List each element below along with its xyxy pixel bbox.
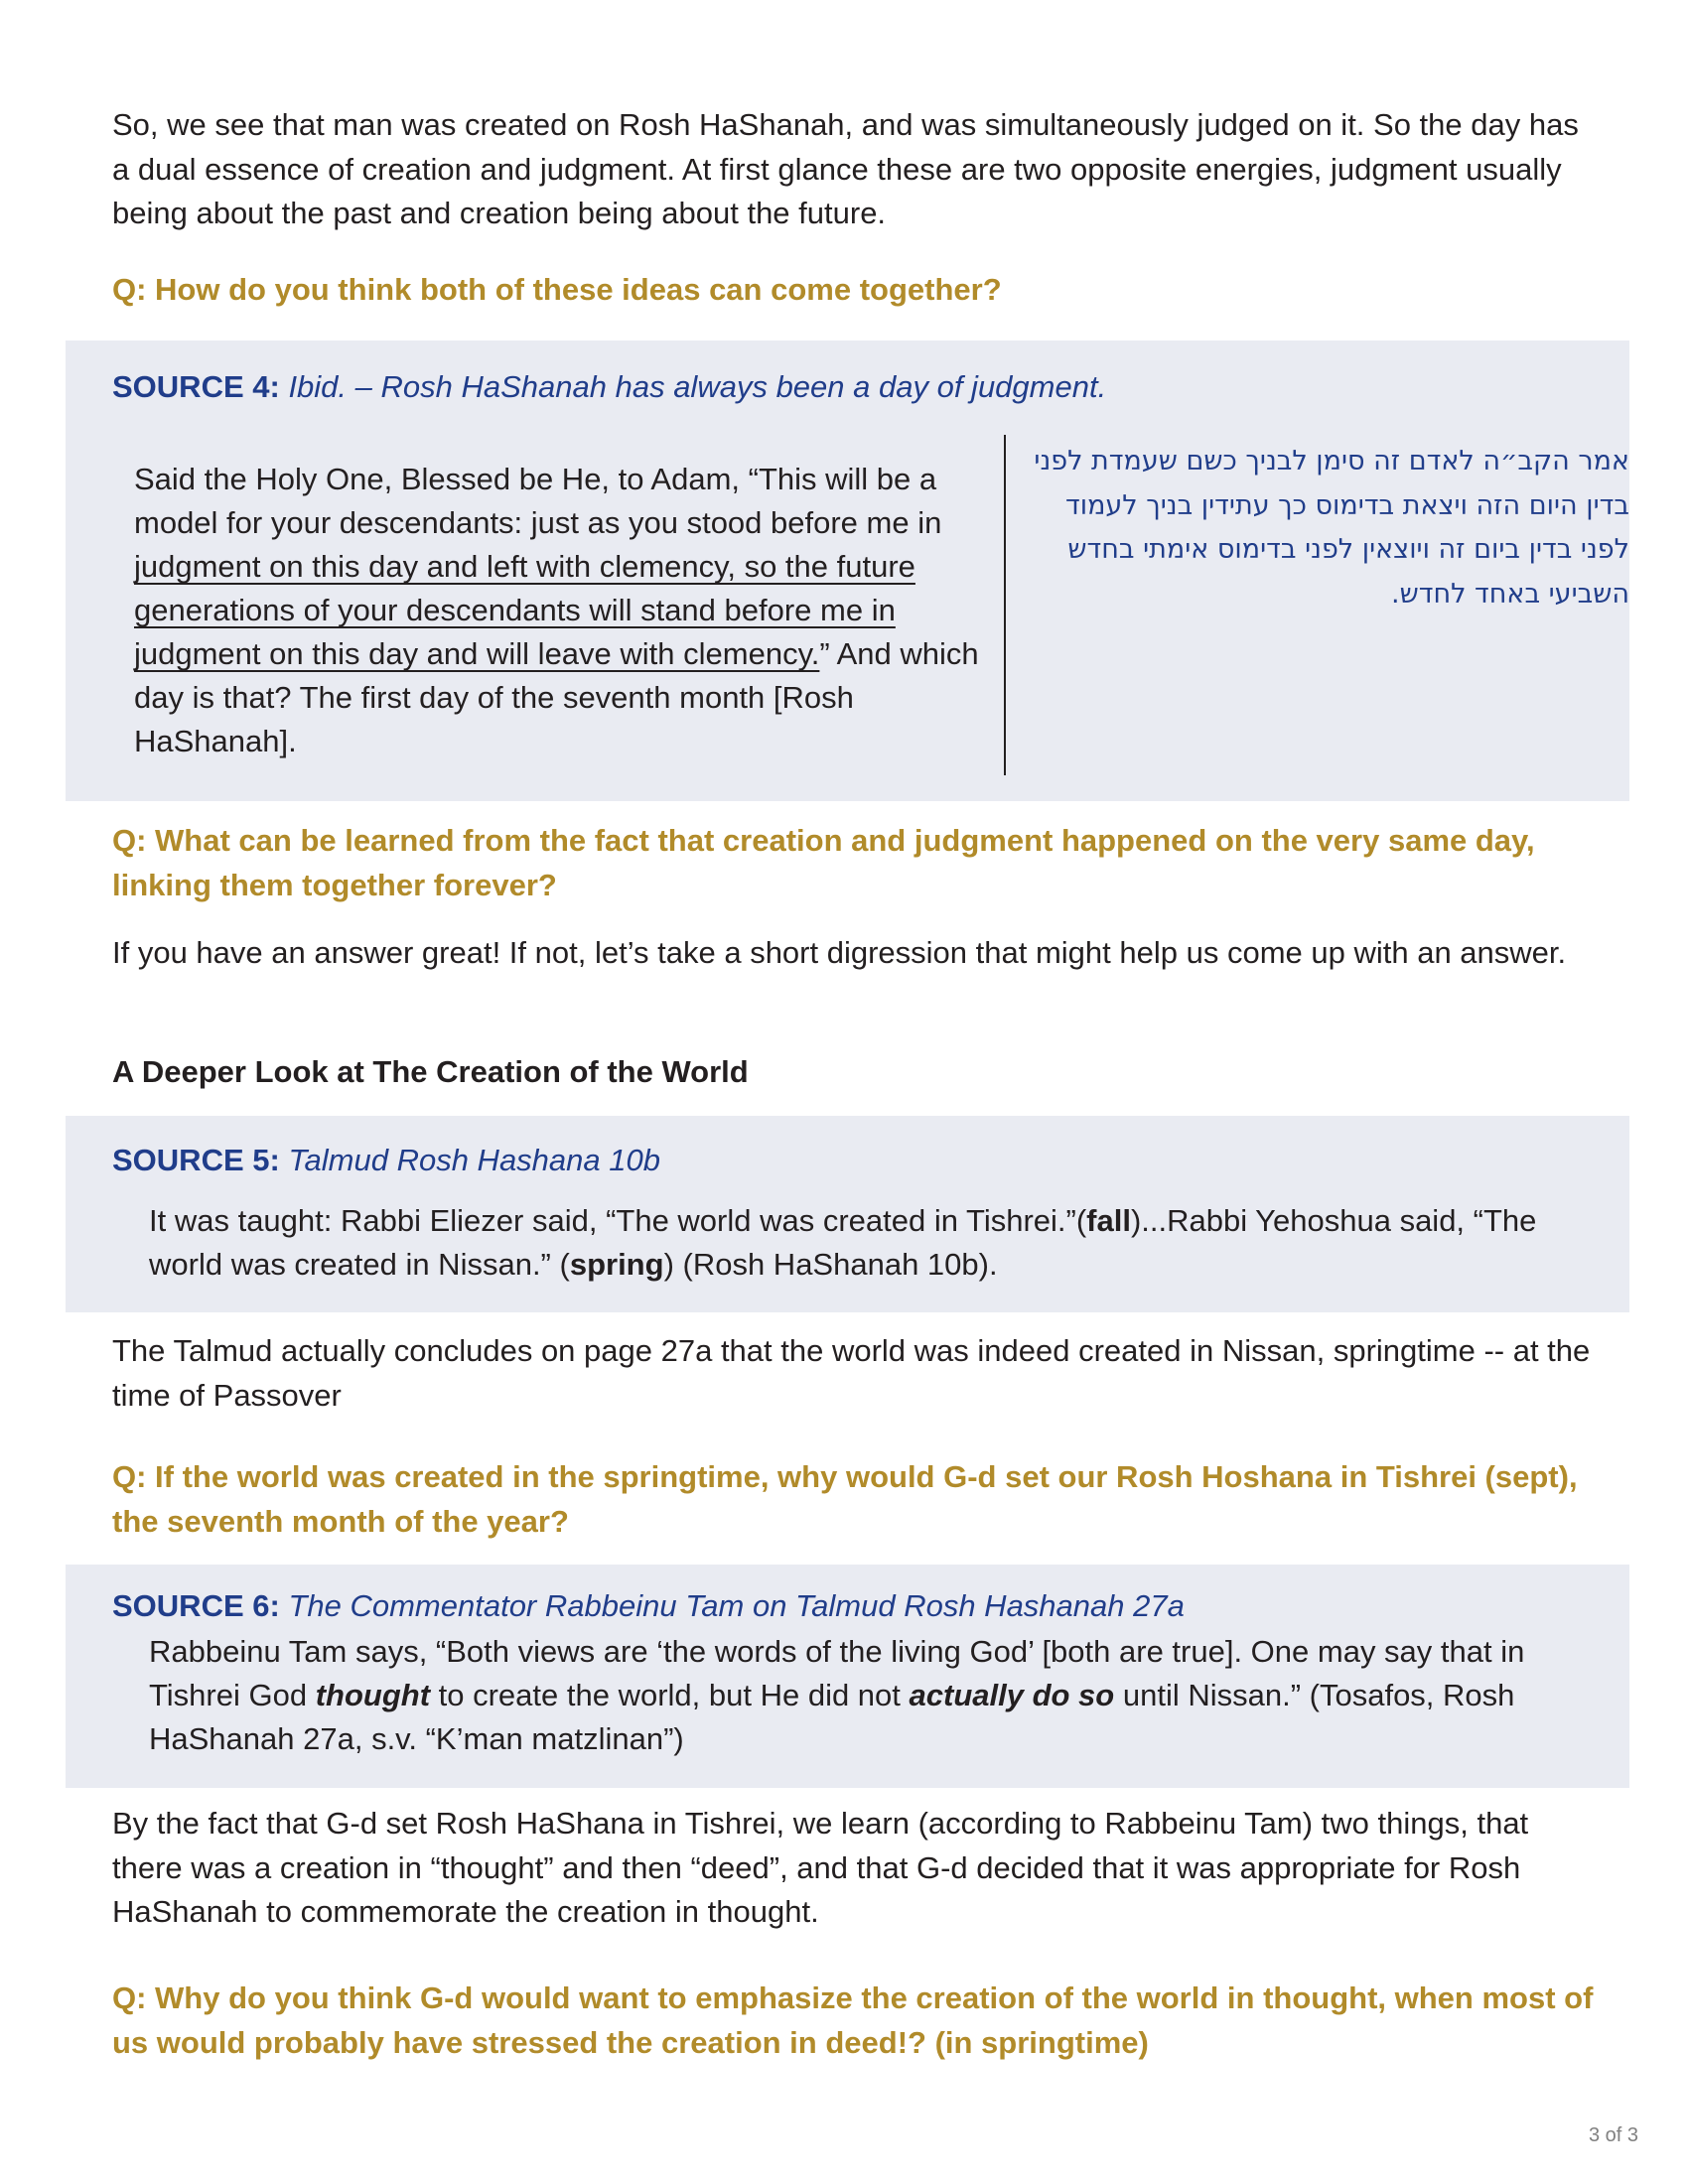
source-5-label: SOURCE 5: — [112, 1143, 280, 1177]
source-6-title — [112, 1588, 1185, 1624]
source-4-label: SOURCE 4: — [112, 369, 280, 404]
source-6-text-part2: to create the world, but He did not — [430, 1678, 910, 1712]
source-4-title — [112, 369, 1106, 405]
question-2: Q: What can be learned from the fact that creation and judgment happened on the very same day, linking them together forever? — [112, 823, 1535, 902]
source-4-underlined-text: judgment on this day and left with clemency, so the future generations of your descendants will stand before me in judgment on this day and will leave with clemency. — [134, 549, 915, 671]
source-6-text — [149, 1630, 1579, 1761]
source-6-box — [66, 1565, 1629, 1788]
source-5-text-part1: It was taught: Rabbi Eliezer said, “The world was created in Tishrei.”( — [149, 1203, 1087, 1238]
column-divider — [1004, 435, 1006, 775]
source-4-box — [66, 341, 1629, 801]
source-6-reference: The Commentator Rabbeinu Tam on Talmud Rosh Hashanah 27a — [288, 1588, 1185, 1623]
question-1: Q: How do you think both of these ideas can come together? — [112, 272, 1002, 307]
source-6-emph-thought: thought — [315, 1678, 431, 1712]
source-4-reference: Ibid. – Rosh HaShanah has always been a day of judgment. — [288, 369, 1107, 404]
source-4-english-text — [134, 458, 996, 763]
source-6-label: SOURCE 6: — [112, 1588, 280, 1623]
talmud-paragraph: The Talmud actually concludes on page 27a that the world was indeed created in Nissan, springtime -- at the time of Passover — [112, 1333, 1591, 1413]
conclusion-paragraph: By the fact that G-d set Rosh HaShana in Tishrei, we learn (according to Rabbeinu Tam) two things, that there was a creation in “thought” and then “deed”, and that G-d decided that it was appropriate for Rosh HaShanah to commemorate the creation in thought. — [112, 1806, 1529, 1929]
source-4-hebrew-text: אמר הקב״ה לאדם זה סימן לבניך כשם שעמדת לפני בדין היום הזה ויצאת בדימוס כך עתידין בניך לעמוד לפני בדין ביום זה ויוצאין לפני בדימוס אימתי בחדש השביעי באחד לחדש. — [1034, 446, 1629, 610]
source-5-bold-fall: fall — [1086, 1203, 1131, 1238]
question-3: Q: If the world was created in the springtime, why would G-d set our Rosh Hoshana in Tishrei (sept), the seventh month of the year? — [112, 1459, 1578, 1539]
source-5-bold-spring: spring — [569, 1247, 664, 1282]
source-4-text-after: ” And which day is that? The first day of the seventh month [Rosh HaShanah]. — [134, 636, 979, 758]
section-heading: A Deeper Look at The Creation of the World — [112, 1054, 749, 1089]
answer-paragraph: If you have an answer great! If not, let’s take a short digression that might help us come up with an answer. — [112, 935, 1567, 970]
question-4: Q: Why do you think G-d would want to emphasize the creation of the world in thought, when most of us would probably have stressed the creation in deed!? (in springtime) — [112, 1980, 1594, 2060]
source-5-text-part2: )...Rabbi Yehoshua said, “The world was created in Nissan.” ( — [149, 1203, 1537, 1282]
source-6-text-part3: until Nissan.” (Tosafos, Rosh HaShanah 27a, s.v. “K’man matzlinan”) — [149, 1678, 1515, 1756]
source-5-title — [112, 1143, 660, 1178]
source-6-emph-actually: actually do so — [909, 1678, 1115, 1712]
source-5-reference: Talmud Rosh Hashana 10b — [288, 1143, 660, 1177]
page-number: 3 of 3 — [1588, 2124, 1638, 2146]
source-5-text-part3: ) (Rosh HaShanah 10b). — [663, 1247, 998, 1282]
source-4-text-before: Said the Holy One, Blessed be He, to Adam, “This will be a model for your descendants: just as you stood before me in — [134, 462, 942, 540]
intro-paragraph: So, we see that man was created on Rosh HaShanah, and was simultaneously judged on it. So the day has a dual essence of creation and judgment. At first glance these are two opposite energies, judgment usually being about the past and creation being about the future. — [112, 107, 1579, 230]
source-5-text — [149, 1199, 1579, 1287]
source-6-text-part1: Rabbeinu Tam says, “Both views are ‘the words of the living God’ [both are true]. One may say that in Tishrei God — [149, 1634, 1525, 1712]
source-5-box — [66, 1116, 1629, 1312]
